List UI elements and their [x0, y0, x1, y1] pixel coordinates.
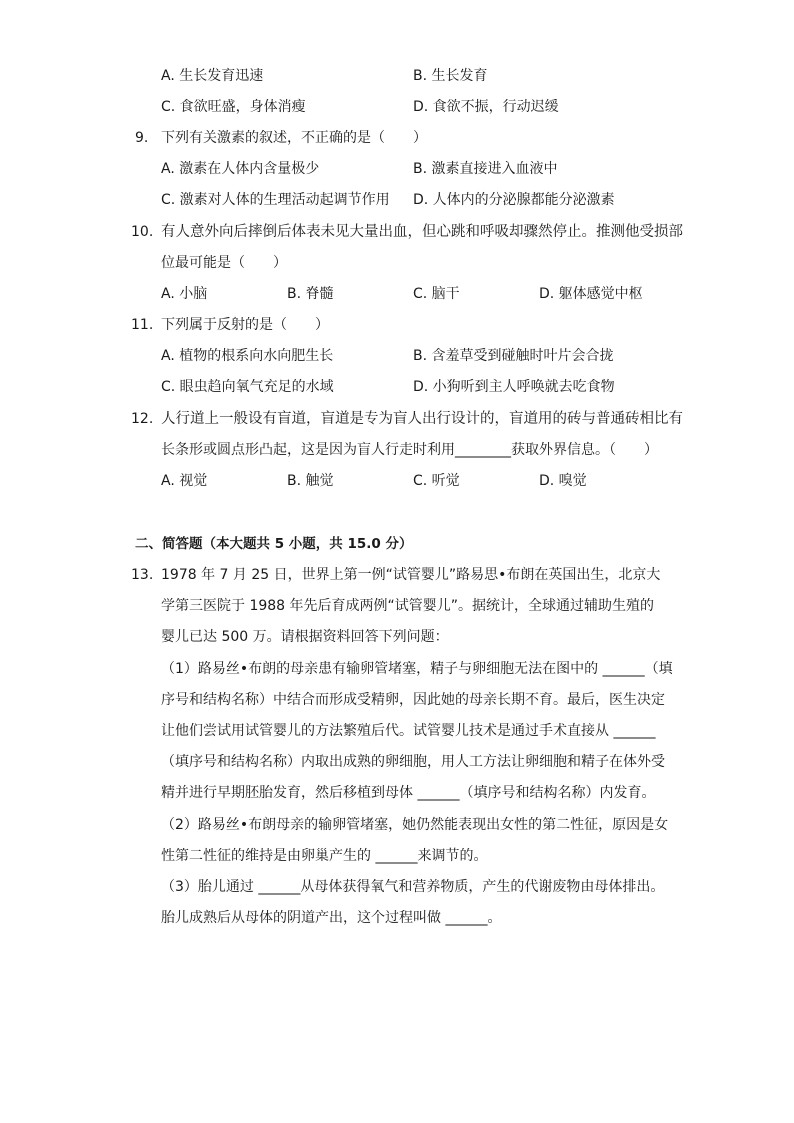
q9-option-c: C. 激素对人体的生理活动起调节作用 [161, 192, 390, 208]
q13-intro-line3: 婴儿已达 500 万。请根据资料回答下列问题： [161, 629, 449, 645]
q10-option-d: D. 躯体感觉中枢 [539, 286, 643, 302]
q12-option-d: D. 嗅觉 [539, 473, 587, 489]
q10-stem-line1: 有人意外向后摔倒后体表未见大量出血，但心跳和呼吸却骤然停止。推测他受损部 [161, 224, 683, 240]
q10-stem-line2: 位最可能是（ ） [161, 255, 287, 271]
q9-option-b: B. 激素直接进入血液中 [413, 161, 558, 177]
q11-option-a: A. 植物的根系向水向肥生长 [161, 348, 334, 364]
q13-intro-line1: 1978 年 7 月 25 日，世界上第一例“试管婴儿”路易思•布朗在英国出生，北京大 [161, 567, 661, 583]
q12-number: 12. [131, 411, 154, 427]
q13-part3-line2: 胎儿成熟后从母体的阴道产出，这个过程叫做 ______。 [161, 910, 502, 926]
q12-stem-line1: 人行道上一般设有盲道，盲道是专为盲人出行设计的，盲道用的砖与普通砖相比有 [161, 411, 683, 427]
q8-option-b: B. 生长发育 [413, 68, 488, 84]
q13-part1-line5: 精并进行早期胚胎发育，然后移植到母体 ______（填序号和结构名称）内发育。 [161, 785, 656, 801]
q11-number: 11. [131, 317, 154, 333]
q12-option-b: B. 触觉 [287, 473, 334, 489]
q13-part1-line3: 让他们尝试用试管婴儿的方法繁殖后代。试管婴儿技术是通过手术直接从 ______ [161, 723, 656, 739]
q9-option-a: A. 激素在人体内含量极少 [161, 161, 320, 177]
q11-option-b: B. 含羞草受到碰触时叶片会合拢 [413, 348, 614, 364]
q13-part1-line2: 序号和结构名称）中结合而形成受精卵，因此她的母亲长期不育。最后，医生决定 [161, 692, 665, 708]
q10-number: 10. [131, 224, 154, 240]
q11-stem: 下列属于反射的是（ ） [161, 317, 329, 333]
q10-option-c: C. 脑干 [413, 286, 460, 302]
q13-part1-line1: （1）路易丝•布朗的母亲患有输卵管堵塞，精子与卵细胞无法在图中的 ______（填 [161, 661, 673, 677]
q13-part2-line1: （2）路易丝•布朗母亲的输卵管堵塞，她仍然能表现出女性的第二性征，原因是女 [161, 817, 669, 833]
q8-option-d: D. 食欲不振，行动迟缓 [413, 99, 559, 115]
q9-number: 9. [135, 130, 149, 146]
q8-option-c: C. 食欲旺盛，身体消瘦 [161, 99, 306, 115]
q13-number: 13. [131, 567, 154, 583]
q9-option-d: D. 人体内的分泌腺都能分泌激素 [413, 192, 615, 208]
q13-intro-line2: 学第三医院于 1988 年先后育成两例“试管婴儿”。据统计，全球通过辅助生殖的 [161, 598, 655, 614]
q9-stem: 下列有关激素的叙述，不正确的是（ ） [161, 130, 427, 146]
q11-option-d: D. 小狗听到主人呼唤就去吃食物 [413, 379, 615, 395]
q12-stem-line2: 长条形或圆点形凸起，这是因为盲人行走时利用________获取外界信息。（ ） [161, 442, 658, 458]
q12-option-c: C. 听觉 [413, 473, 460, 489]
q13-part1-line4: （填序号和结构名称）内取出成熟的卵细胞，用人工方法让卵细胞和精子在体外受 [161, 754, 665, 770]
q10-option-a: A. 小脑 [161, 286, 208, 302]
q12-option-a: A. 视觉 [161, 473, 208, 489]
q8-option-a: A. 生长发育迅速 [161, 68, 264, 84]
section-heading: 二、简答题（本大题共 5 小题，共 15.0 分） [135, 536, 413, 552]
q11-option-c: C. 眼虫趋向氧气充足的水域 [161, 379, 334, 395]
q13-part3-line1: （3）胎儿通过 ______从母体获得氧气和营养物质，产生的代谢废物由母体排出。 [161, 879, 665, 895]
q13-part2-line2: 性第二性征的维持是由卵巢产生的 ______来调节的。 [161, 848, 488, 864]
q10-option-b: B. 脊髓 [287, 286, 334, 302]
